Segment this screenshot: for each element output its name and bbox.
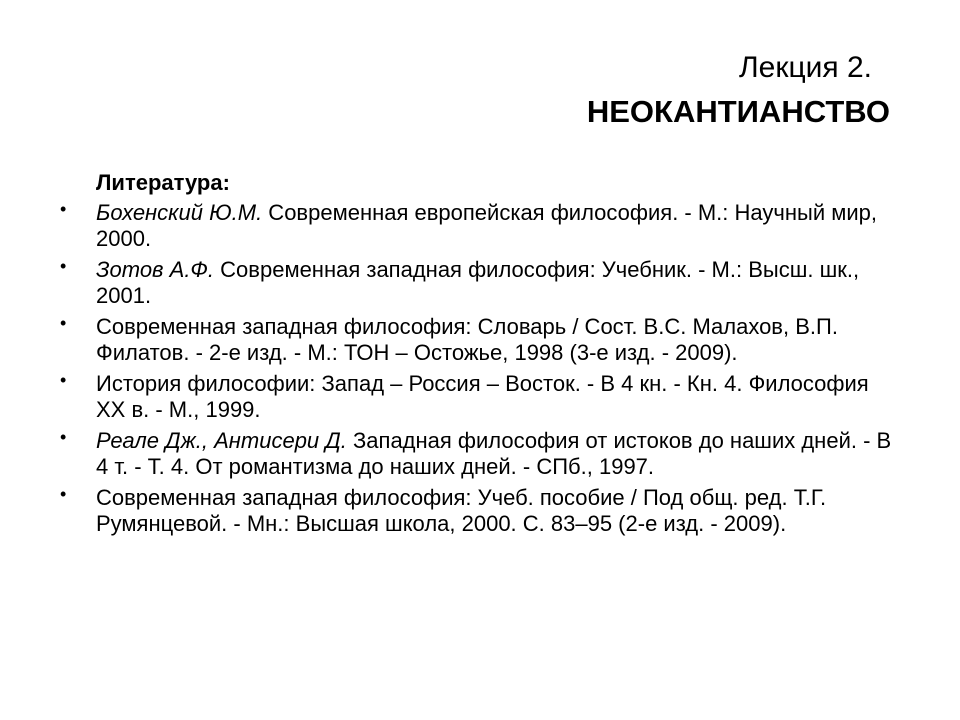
bullet-icon: • <box>60 370 67 390</box>
bullet-icon: • <box>60 313 67 333</box>
item-text: История философии: Запад – Россия – Восток. - В 4 кн. - Кн. 4. Философия XX в. - М., 1999. <box>96 371 869 422</box>
bullet-icon: • <box>60 427 67 447</box>
item-author: Бохенский Ю.М. <box>96 200 263 225</box>
item-text: Современная западная философия: Учеб. пособие / Под общ. ред. Т.Г. Румянцевой. - Мн.: Высшая школа, 2000. С. 83–95 (2-е изд. - 2009). <box>96 485 827 536</box>
bullet-icon: • <box>60 256 67 276</box>
bibliography-item <box>56 257 896 309</box>
bibliography-item <box>56 485 896 537</box>
lecture-number: Лекция 2. <box>738 51 872 84</box>
lecture-title: НЕОКАНТИАНСТВО <box>586 94 890 129</box>
item-text: Современная западная философия: Учебник. - М.: Высш. шк., 2001. <box>96 257 860 308</box>
item-author: Реале Дж., Антисери Д. <box>96 428 347 453</box>
item-text: Западная философия от истоков до наших дней. - В 4 т. - Т. 4. От романтизма до наших дней. - СПб., 1997. <box>96 428 892 479</box>
item-text: Современная европейская философия. - М.: Научный мир, 2000. <box>96 200 877 251</box>
literature-heading: Литература: <box>96 170 230 195</box>
item-text: Современная западная философия: Словарь / Сост. В.С. Малахов, В.П. Филатов. - 2-е изд. - М.: ТОН – Остожье, 1998 (3-е изд. - 2009). <box>96 314 838 365</box>
bibliography-item <box>56 371 896 423</box>
bibliography-section <box>56 170 896 542</box>
bullet-icon: • <box>60 484 67 504</box>
bibliography-item <box>56 200 896 252</box>
bullet-icon: • <box>60 199 67 219</box>
bibliography-item <box>56 314 896 366</box>
bibliography-item <box>56 428 896 480</box>
bibliography-list <box>56 200 896 537</box>
title-block <box>587 46 890 134</box>
item-author: Зотов А.Ф. <box>96 257 215 282</box>
